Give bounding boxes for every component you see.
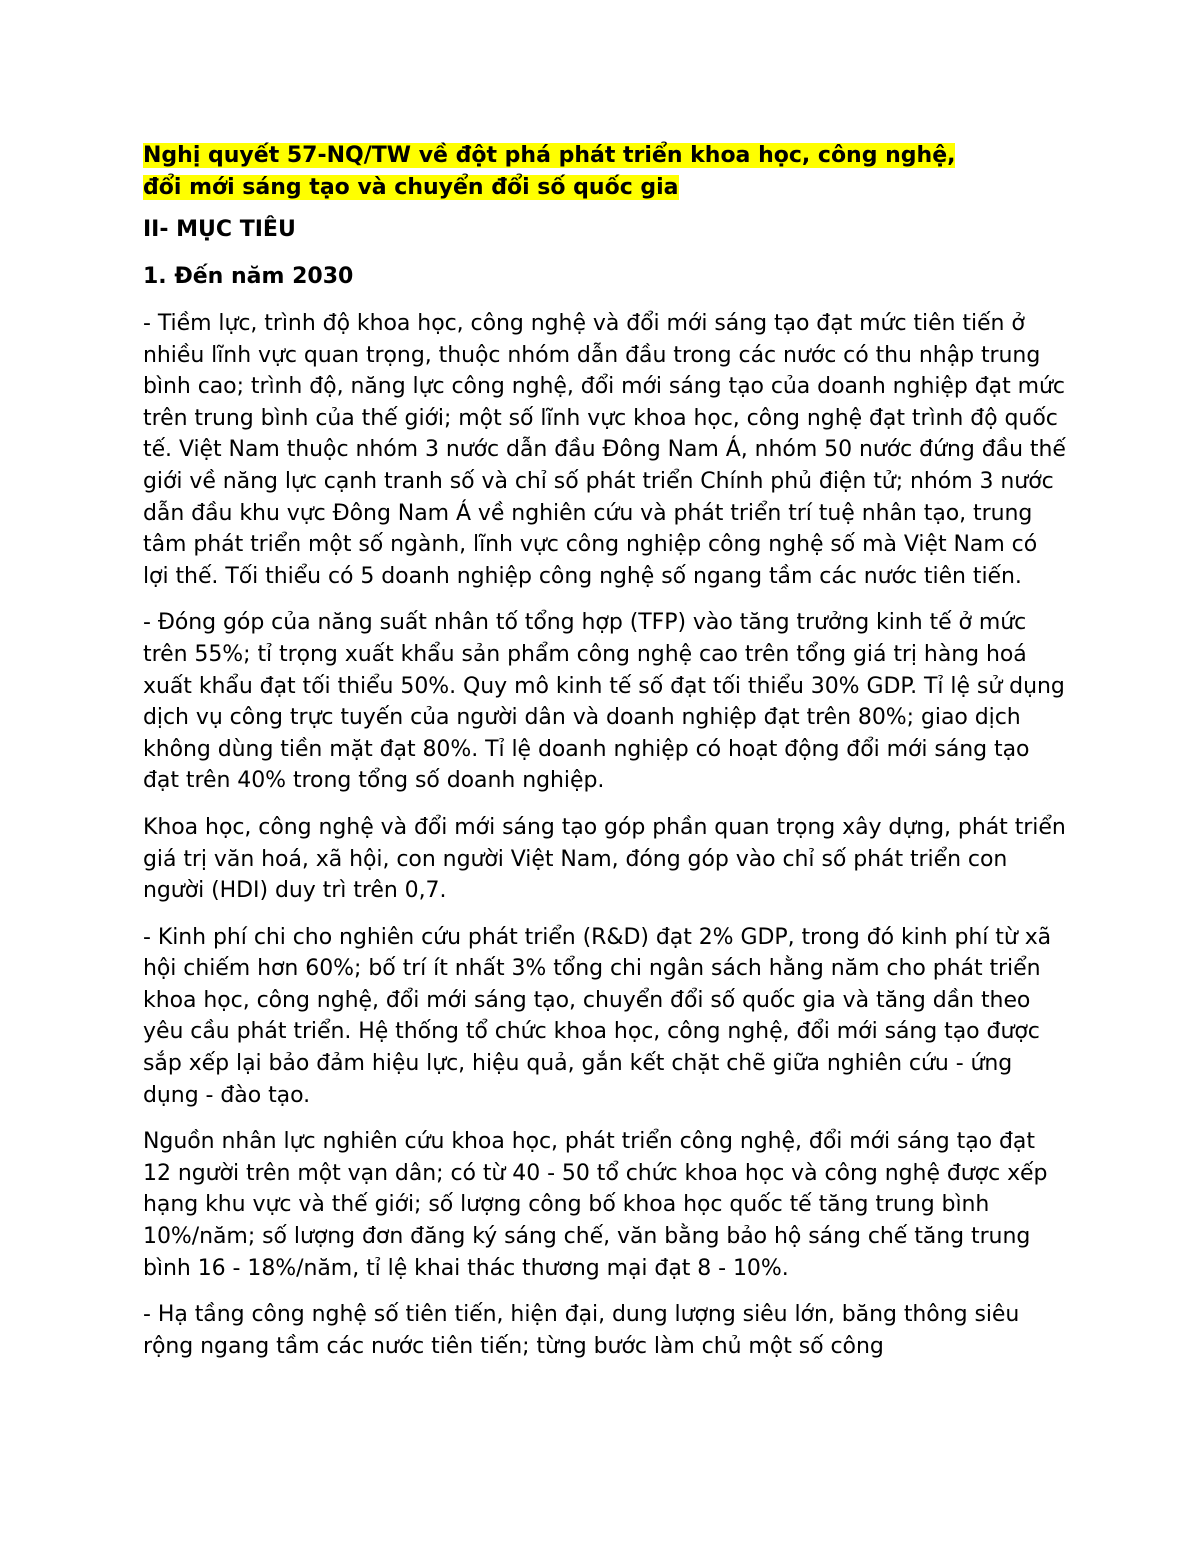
subsection-heading: 1. Đến năm 2030 [143, 264, 354, 289]
paragraph: - Tiềm lực, trình độ khoa học, công nghệ và đổi mới sáng tạo đạt mức tiên tiến ở nhiều lĩnh vực quan trọng, thuộc nhóm dẫn đầu trong các nước có thu nhập trung bình cao; trình độ, năng lực công nghệ, đổi mới sáng tạo của doanh nghiệp đạt mức trên trung bình của thế giới; một số lĩnh vực khoa học, công nghệ đạt trình độ quốc tế. Việt Nam thuộc nhóm 3 nước dẫn đầu Đông Nam Á, nhóm 50 nước đứng đầu thế giới về năng lực cạnh tranh số và chỉ số phát triển Chính phủ điện tử; nhóm 3 nước dẫn đầu khu vực Đông Nam Á về nghiên cứu và phát triển trí tuệ nhân tạo, trung tâm phát triển một số ngành, lĩnh vực công nghiệp công nghệ số mà Việt Nam có lợi thế. Tối thiểu có 5 doanh nghiệp công nghệ số ngang tầm các nước tiên tiến. [143, 311, 1066, 589]
title-line-1: Nghị quyết 57-NQ/TW về đột phá phát triển khoa học, công nghệ, [143, 143, 956, 168]
paragraph: Khoa học, công nghệ và đổi mới sáng tạo góp phần quan trọng xây dựng, phát triển giá trị văn hoá, xã hội, con người Việt Nam, đóng góp vào chỉ số phát triển con người (HDI) duy trì trên 0,7. [143, 814, 1066, 904]
document-title [143, 140, 1068, 204]
section-heading: II- MỤC TIÊU [143, 217, 296, 242]
document-page [143, 140, 1068, 1377]
paragraph: - Đóng góp của năng suất nhân tố tổng hợp (TFP) vào tăng trưởng kinh tế ở mức trên 55%; tỉ trọng xuất khẩu sản phẩm công nghệ cao trên tổng giá trị hàng hoá xuất khẩu đạt tối thiểu 50%. Quy mô kinh tế số đạt tối thiểu 30% GDP. Tỉ lệ sử dụng dịch vụ công trực tuyến của người dân và doanh nghiệp đạt trên 80%; giao dịch không dùng tiền mặt đạt 80%. Tỉ lệ doanh nghiệp có hoạt động đổi mới sáng tạo đạt trên 40% trong tổng số doanh nghiệp. [143, 610, 1065, 794]
paragraph: - Kinh phí chi cho nghiên cứu phát triển (R&D) đạt 2% GDP, trong đó kinh phí từ xã hội chiếm hơn 60%; bố trí ít nhất 3% tổng chi ngân sách hằng năm cho phát triển khoa học, công nghệ, đổi mới sáng tạo, chuyển đổi số quốc gia và tăng dần theo yêu cầu phát triển. Hệ thống tổ chức khoa học, công nghệ, đổi mới sáng tạo được sắp xếp lại bảo đảm hiệu lực, hiệu quả, gắn kết chặt chẽ giữa nghiên cứu - ứng dụng - đào tạo. [143, 924, 1052, 1108]
paragraph: Nguồn nhân lực nghiên cứu khoa học, phát triển công nghệ, đổi mới sáng tạo đạt 12 người trên một vạn dân; có từ 40 - 50 tổ chức khoa học và công nghệ được xếp hạng khu vực và thế giới; số lượng công bố khoa học quốc tế tăng trung bình 10%/năm; số lượng đơn đăng ký sáng chế, văn bằng bảo hộ sáng chế tăng trung bình 16 - 18%/năm, tỉ lệ khai thác thương mại đạt 8 - 10%. [143, 1129, 1048, 1281]
paragraph: - Hạ tầng công nghệ số tiên tiến, hiện đại, dung lượng siêu lớn, băng thông siêu rộng ngang tầm các nước tiên tiến; từng bước làm chủ một số công [143, 1302, 1020, 1359]
title-line-2: đổi mới sáng tạo và chuyển đổi số quốc gia [143, 175, 679, 200]
